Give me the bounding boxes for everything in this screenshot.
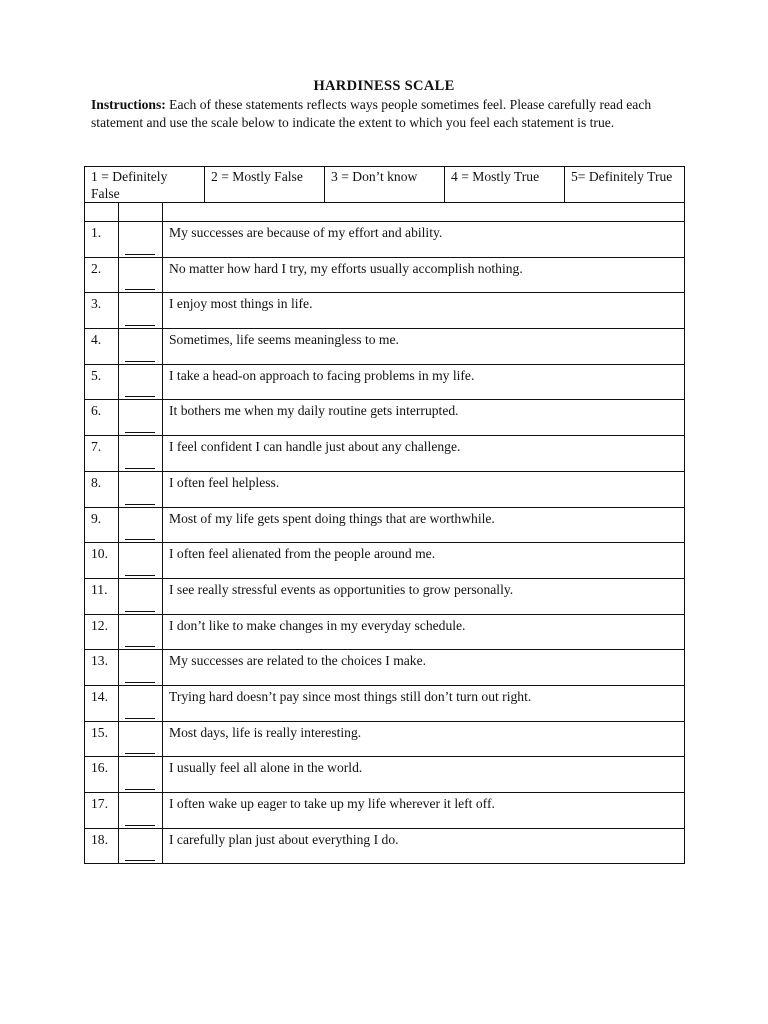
answer-blank-cell[interactable] bbox=[119, 471, 163, 507]
answer-blank-line[interactable] bbox=[125, 396, 155, 397]
item-number: 4. bbox=[85, 329, 119, 365]
instructions-text: Each of these statements reflects ways people sometimes feel. Please carefully read each statement and use the scale below to indicate the extent to which you feel each statement is true. bbox=[91, 97, 652, 130]
answer-blank-line[interactable] bbox=[125, 432, 155, 433]
item-number: 8. bbox=[85, 471, 119, 507]
answer-blank-cell[interactable] bbox=[119, 222, 163, 258]
item-statement: I take a head-on approach to facing problems in my life. bbox=[163, 364, 685, 400]
item-statement: Most of my life gets spent doing things that are worthwhile. bbox=[163, 507, 685, 543]
answer-blank-line[interactable] bbox=[125, 718, 155, 719]
answer-blank-cell[interactable] bbox=[119, 685, 163, 721]
table-row bbox=[85, 757, 685, 793]
answer-blank-cell[interactable] bbox=[119, 543, 163, 579]
table-row bbox=[85, 650, 685, 686]
table-row bbox=[85, 257, 685, 293]
answer-blank-cell[interactable] bbox=[119, 614, 163, 650]
item-number: 9. bbox=[85, 507, 119, 543]
answer-blank-line[interactable] bbox=[125, 325, 155, 326]
answer-blank-line[interactable] bbox=[125, 753, 155, 754]
document-title: HARDINESS SCALE bbox=[313, 78, 455, 94]
table-row bbox=[85, 400, 685, 436]
answer-blank-line[interactable] bbox=[125, 682, 155, 683]
item-number: 6. bbox=[85, 400, 119, 436]
answer-blank-cell[interactable] bbox=[119, 721, 163, 757]
answer-blank-cell[interactable] bbox=[119, 828, 163, 864]
item-statement: I often wake up eager to take up my life wherever it left off. bbox=[163, 793, 685, 829]
answer-blank-cell[interactable] bbox=[119, 578, 163, 614]
answer-blank-cell[interactable] bbox=[119, 364, 163, 400]
table-row bbox=[85, 685, 685, 721]
answer-blank-line[interactable] bbox=[125, 646, 155, 647]
item-number: 2. bbox=[85, 257, 119, 293]
answer-blank-line[interactable] bbox=[125, 825, 155, 826]
item-statement: Sometimes, life seems meaningless to me. bbox=[163, 329, 685, 365]
table-row bbox=[85, 614, 685, 650]
table-row bbox=[85, 293, 685, 329]
instructions bbox=[91, 96, 681, 132]
item-number: 1. bbox=[85, 222, 119, 258]
item-number: 14. bbox=[85, 685, 119, 721]
table-row bbox=[85, 578, 685, 614]
item-number: 15. bbox=[85, 721, 119, 757]
item-number: 3. bbox=[85, 293, 119, 329]
item-statement: I see really stressful events as opportunities to grow personally. bbox=[163, 578, 685, 614]
answer-blank-cell[interactable] bbox=[119, 757, 163, 793]
item-statement: My successes are related to the choices I make. bbox=[163, 650, 685, 686]
answer-blank-cell[interactable] bbox=[119, 257, 163, 293]
table-row bbox=[85, 543, 685, 579]
scale-option-5: 5= Definitely True bbox=[571, 169, 673, 184]
item-statement: I often feel alienated from the people around me. bbox=[163, 543, 685, 579]
rating-scale bbox=[84, 166, 685, 203]
item-number: 5. bbox=[85, 364, 119, 400]
answer-blank-cell[interactable] bbox=[119, 329, 163, 365]
item-statement: I enjoy most things in life. bbox=[163, 293, 685, 329]
answer-blank-line[interactable] bbox=[125, 539, 155, 540]
scale-option-3: 3 = Don’t know bbox=[325, 167, 445, 202]
item-statement: No matter how hard I try, my efforts usually accomplish nothing. bbox=[163, 257, 685, 293]
answer-blank-line[interactable] bbox=[125, 504, 155, 505]
table-row bbox=[85, 828, 685, 864]
scale-option-1: 1 = Definitely False bbox=[85, 167, 205, 202]
table-header-spacer bbox=[85, 203, 685, 222]
item-statement: My successes are because of my effort and ability. bbox=[163, 222, 685, 258]
items-body bbox=[85, 203, 685, 864]
answer-blank-line[interactable] bbox=[125, 361, 155, 362]
item-number: 16. bbox=[85, 757, 119, 793]
answer-blank-line[interactable] bbox=[125, 611, 155, 612]
table-row bbox=[85, 507, 685, 543]
item-number: 10. bbox=[85, 543, 119, 579]
instructions-label: Instructions: bbox=[91, 97, 166, 112]
table-row bbox=[85, 364, 685, 400]
answer-blank-cell[interactable] bbox=[119, 293, 163, 329]
scale-option-2: 2 = Mostly False bbox=[205, 167, 325, 202]
answer-blank-line[interactable] bbox=[125, 254, 155, 255]
item-number: 13. bbox=[85, 650, 119, 686]
answer-blank-cell[interactable] bbox=[119, 650, 163, 686]
item-number: 12. bbox=[85, 614, 119, 650]
item-number: 17. bbox=[85, 793, 119, 829]
table-row bbox=[85, 436, 685, 472]
answer-blank-line[interactable] bbox=[125, 575, 155, 576]
answer-blank-line[interactable] bbox=[125, 789, 155, 790]
item-statement: Most days, life is really interesting. bbox=[163, 721, 685, 757]
item-statement: I often feel helpless. bbox=[163, 471, 685, 507]
scale-option-4: 4 = Mostly True bbox=[445, 167, 565, 202]
item-statement: I feel confident I can handle just about any challenge. bbox=[163, 436, 685, 472]
item-number: 11. bbox=[85, 578, 119, 614]
item-statement: I carefully plan just about everything I do. bbox=[163, 828, 685, 864]
item-number: 7. bbox=[85, 436, 119, 472]
answer-blank-cell[interactable] bbox=[119, 400, 163, 436]
table-row bbox=[85, 471, 685, 507]
answer-blank-cell[interactable] bbox=[119, 507, 163, 543]
table-row bbox=[85, 329, 685, 365]
answer-blank-cell[interactable] bbox=[119, 793, 163, 829]
answer-blank-line[interactable] bbox=[125, 289, 155, 290]
answer-blank-line[interactable] bbox=[125, 468, 155, 469]
answer-blank-line[interactable] bbox=[125, 860, 155, 861]
item-statement: I usually feel all alone in the world. bbox=[163, 757, 685, 793]
item-statement: I don’t like to make changes in my everyday schedule. bbox=[163, 614, 685, 650]
item-number: 18. bbox=[85, 828, 119, 864]
table-row bbox=[85, 721, 685, 757]
table-row bbox=[85, 793, 685, 829]
item-statement: Trying hard doesn’t pay since most things still don’t turn out right. bbox=[163, 685, 685, 721]
table-row bbox=[85, 222, 685, 258]
items-table bbox=[84, 202, 685, 864]
item-statement: It bothers me when my daily routine gets interrupted. bbox=[163, 400, 685, 436]
answer-blank-cell[interactable] bbox=[119, 436, 163, 472]
